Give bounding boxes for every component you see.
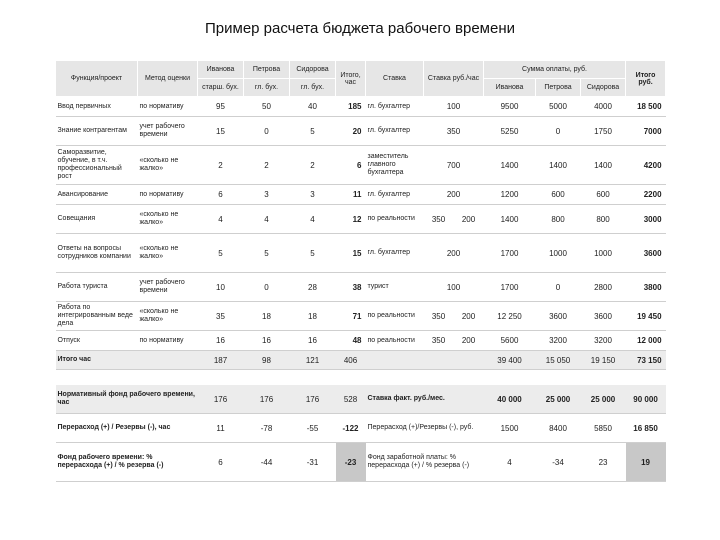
sum-hours-total: 406: [336, 351, 366, 370]
row-pay-petrova: 5000: [536, 97, 581, 117]
row-function: Ввод первичных: [56, 97, 138, 117]
row-rate-rub-2: 200: [454, 205, 484, 234]
row-pay-petrova: 0: [536, 273, 581, 302]
fund-row-ivanova: 176: [198, 385, 244, 414]
col-sidorova: Сидорова: [290, 61, 336, 79]
overrun-row-total: -122: [336, 414, 366, 443]
sum-pay-total: 73 150: [626, 351, 666, 370]
row-pay-petrova: 800: [536, 205, 581, 234]
row-pay-ivanova: 12 250: [484, 302, 536, 331]
row-rate-rub-1: 350: [424, 205, 454, 234]
sum-pay-sidorova: 19 150: [581, 351, 626, 370]
row-hours-sidorova: 16: [290, 331, 336, 351]
row-hours-total: 15: [336, 234, 366, 273]
fund-row-rate: Ставка факт. руб./мес.: [366, 385, 484, 414]
row-rate-rub-2: 200: [454, 331, 484, 351]
row-hours-ivanova: 15: [198, 117, 244, 146]
row-hours-petrova: 18: [244, 302, 290, 331]
sum-hours-petrova: 98: [244, 351, 290, 370]
row-hours-ivanova: 4: [198, 205, 244, 234]
row-rate: заместитель главного бухгалтера: [366, 146, 424, 185]
row-hours-total: 38: [336, 273, 366, 302]
fund-row-sidorova: 176: [290, 385, 336, 414]
row-function: Знание контрагентам: [56, 117, 138, 146]
sub-pay-sidorova: Сидорова: [581, 79, 626, 97]
row-function: Саморазвитие, обучение, в т.ч. профессиональный рост: [56, 146, 138, 185]
row-pay-total: 3800: [626, 273, 666, 302]
row-rate: гл. бухгалтер: [366, 117, 424, 146]
row-hours-ivanova: 5: [198, 234, 244, 273]
fund-row-label: Нормативный фонд рабочего времени, час: [56, 385, 198, 414]
sum-pay-ivanova: 39 400: [484, 351, 536, 370]
row-hours-total: 71: [336, 302, 366, 331]
row-hours-total: 12: [336, 205, 366, 234]
row-hours-total: 20: [336, 117, 366, 146]
table-row: [56, 97, 666, 117]
row-hours-petrova: 2: [244, 146, 290, 185]
overrun-row-petrova: -78: [244, 414, 290, 443]
col-sum-pay: Сумма оплаты, руб.: [484, 61, 626, 79]
table-header: [56, 61, 666, 97]
row-method: учет рабочего времени: [138, 117, 198, 146]
row-pay-ivanova: 1400: [484, 205, 536, 234]
row-hours-sidorova: 5: [290, 117, 336, 146]
overrun-row: [56, 414, 666, 443]
row-pay-sidorova: 800: [581, 205, 626, 234]
row-hours-ivanova: 2: [198, 146, 244, 185]
budget-table: [55, 60, 666, 482]
sub-petrova: гл. бух.: [244, 79, 290, 97]
fund-percent-row-pay-sidorova: 23: [581, 443, 626, 482]
row-hours-petrova: 50: [244, 97, 290, 117]
row-hours-total: 11: [336, 185, 366, 205]
row-rate-rub: 700: [424, 146, 484, 185]
table-row: [56, 273, 666, 302]
fund-row-total: 528: [336, 385, 366, 414]
row-rate: по реальности: [366, 302, 424, 331]
table-row: [56, 146, 666, 185]
row-function: Авансирование: [56, 185, 138, 205]
row-method: учет рабочего времени: [138, 273, 198, 302]
row-hours-ivanova: 95: [198, 97, 244, 117]
fund-percent-row-petrova: -44: [244, 443, 290, 482]
row-pay-ivanova: 5600: [484, 331, 536, 351]
row-method: «сколько не жалко»: [138, 205, 198, 234]
fund-percent-row-pay-ivanova: 4: [484, 443, 536, 482]
row-pay-sidorova: 1750: [581, 117, 626, 146]
fund-percent-row-label: Фонд рабочего времени: % перерасхода (+) / % резерва (-): [56, 443, 198, 482]
row-pay-sidorova: 600: [581, 185, 626, 205]
fund-percent-row-sidorova: -31: [290, 443, 336, 482]
row-pay-total: 3000: [626, 205, 666, 234]
row-rate: по реальности: [366, 331, 424, 351]
row-pay-sidorova: 2800: [581, 273, 626, 302]
row-rate-rub-2: 200: [454, 302, 484, 331]
row-rate: гл. бухгалтер: [366, 234, 424, 273]
fund-percent-row-pay-petrova: -34: [536, 443, 581, 482]
row-function: Работа туриста: [56, 273, 138, 302]
row-rate: по реальности: [366, 205, 424, 234]
fund-row-pay-total: 90 000: [626, 385, 666, 414]
row-function: Ответы на вопросы сотрудников компании: [56, 234, 138, 273]
row-pay-petrova: 3200: [536, 331, 581, 351]
row-method: по нормативу: [138, 185, 198, 205]
row-hours-petrova: 16: [244, 331, 290, 351]
budget-table-container: [55, 60, 665, 482]
row-pay-sidorova: 3600: [581, 302, 626, 331]
row-pay-petrova: 3600: [536, 302, 581, 331]
sub-sidorova: гл. бух.: [290, 79, 336, 97]
row-rate: турист: [366, 273, 424, 302]
table-row: [56, 205, 666, 234]
overrun-row-pay-ivanova: 1500: [484, 414, 536, 443]
row-function: Совещания: [56, 205, 138, 234]
slide-title: Пример расчета бюджета рабочего времени: [205, 20, 515, 37]
sub-pay-ivanova: Иванова: [484, 79, 536, 97]
row-pay-sidorova: 4000: [581, 97, 626, 117]
row-hours-total: 6: [336, 146, 366, 185]
row-pay-ivanova: 1700: [484, 234, 536, 273]
sub-ivanova: старш. бух.: [198, 79, 244, 97]
row-hours-total: 48: [336, 331, 366, 351]
row-hours-sidorova: 40: [290, 97, 336, 117]
row-rate-rub: 200: [424, 185, 484, 205]
row-rate-rub-1: 350: [424, 302, 454, 331]
row-rate-rub: 350: [424, 117, 484, 146]
sum-rate-empty: [366, 351, 484, 370]
row-hours-sidorova: 5: [290, 234, 336, 273]
row-pay-sidorova: 1000: [581, 234, 626, 273]
row-pay-total: 18 500: [626, 97, 666, 117]
overrun-row-sidorova: -55: [290, 414, 336, 443]
overrun-row-pay-petrova: 8400: [536, 414, 581, 443]
col-ivanova: Иванова: [198, 61, 244, 79]
row-pay-petrova: 600: [536, 185, 581, 205]
row-hours-total: 185: [336, 97, 366, 117]
row-pay-total: 7000: [626, 117, 666, 146]
row-pay-ivanova: 1400: [484, 146, 536, 185]
row-pay-ivanova: 1200: [484, 185, 536, 205]
overrun-row-ivanova: 11: [198, 414, 244, 443]
col-func: Функция/проект: [56, 61, 138, 97]
sum-pay-petrova: 15 050: [536, 351, 581, 370]
fund-percent-row: [56, 443, 666, 482]
row-pay-sidorova: 1400: [581, 146, 626, 185]
row-pay-petrova: 1000: [536, 234, 581, 273]
row-hours-petrova: 0: [244, 117, 290, 146]
overrun-row-rate: Перерасход (+)/Резервы (-), руб.: [366, 414, 484, 443]
row-hours-ivanova: 16: [198, 331, 244, 351]
overrun-row-pay-total: 16 850: [626, 414, 666, 443]
fund-row-petrova: 176: [244, 385, 290, 414]
fund-row-pay-petrova: 25 000: [536, 385, 581, 414]
table-row: [56, 302, 666, 331]
sub-pay-petrova: Петрова: [536, 79, 581, 97]
spacer-row: [56, 370, 666, 386]
row-pay-ivanova: 9500: [484, 97, 536, 117]
fund-percent-row-ivanova: 6: [198, 443, 244, 482]
fund-percent-row-total: -23: [336, 443, 366, 482]
row-rate: гл. бухгалтер: [366, 97, 424, 117]
row-hours-sidorova: 28: [290, 273, 336, 302]
col-rate: Ставка: [366, 61, 424, 97]
row-hours-ivanova: 6: [198, 185, 244, 205]
row-rate-rub: 200: [424, 234, 484, 273]
row-hours-petrova: 5: [244, 234, 290, 273]
sum-hours-sidorova: 121: [290, 351, 336, 370]
sum-hours-ivanova: 187: [198, 351, 244, 370]
row-hours-sidorova: 18: [290, 302, 336, 331]
table-row: [56, 234, 666, 273]
table-row: [56, 117, 666, 146]
sum-row: [56, 351, 666, 370]
row-pay-total: 19 450: [626, 302, 666, 331]
fund-row-pay-sidorova: 25 000: [581, 385, 626, 414]
row-pay-total: 2200: [626, 185, 666, 205]
col-total: Итого, час: [336, 61, 366, 97]
col-petrova: Петрова: [244, 61, 290, 79]
row-rate-rub: 100: [424, 97, 484, 117]
table-row: [56, 185, 666, 205]
col-method: Метод оценки: [138, 61, 198, 97]
row-pay-petrova: 1400: [536, 146, 581, 185]
row-pay-sidorova: 3200: [581, 331, 626, 351]
row-pay-total: 3600: [626, 234, 666, 273]
row-method: по нормативу: [138, 331, 198, 351]
fund-row-pay-ivanova: 40 000: [484, 385, 536, 414]
row-function: Отпуск: [56, 331, 138, 351]
row-pay-petrova: 0: [536, 117, 581, 146]
row-hours-petrova: 4: [244, 205, 290, 234]
row-pay-ivanova: 5250: [484, 117, 536, 146]
col-rate-rub: Ставка руб./час: [424, 61, 484, 97]
fund-percent-row-rate: Фонд заработной платы: % перерасхода (+) / % резерва (-): [366, 443, 484, 482]
row-pay-total: 12 000: [626, 331, 666, 351]
overrun-row-label: Перерасход (+) / Резервы (-), час: [56, 414, 198, 443]
row-rate-rub-1: 350: [424, 331, 454, 351]
row-hours-petrova: 0: [244, 273, 290, 302]
spacer-cell: [56, 370, 666, 386]
row-method: «сколько не жалко»: [138, 302, 198, 331]
sum-label: Итого час: [56, 351, 198, 370]
row-method: по нормативу: [138, 97, 198, 117]
row-pay-total: 4200: [626, 146, 666, 185]
row-hours-sidorova: 2: [290, 146, 336, 185]
fund-row: [56, 385, 666, 414]
row-pay-ivanova: 1700: [484, 273, 536, 302]
row-rate: гл. бухгалтер: [366, 185, 424, 205]
row-hours-sidorova: 3: [290, 185, 336, 205]
row-hours-ivanova: 10: [198, 273, 244, 302]
table-body: [56, 97, 666, 482]
row-function: Работа по интегрированным веде дела: [56, 302, 138, 331]
fund-percent-row-pay-total: 19: [626, 443, 666, 482]
row-method: «сколько не жалко»: [138, 234, 198, 273]
row-hours-sidorova: 4: [290, 205, 336, 234]
row-hours-ivanova: 35: [198, 302, 244, 331]
table-row: [56, 331, 666, 351]
row-rate-rub: 100: [424, 273, 484, 302]
col-total-rub: Итого руб.: [626, 61, 666, 97]
row-hours-petrova: 3: [244, 185, 290, 205]
overrun-row-pay-sidorova: 5850: [581, 414, 626, 443]
row-method: «сколько не жалко»: [138, 146, 198, 185]
